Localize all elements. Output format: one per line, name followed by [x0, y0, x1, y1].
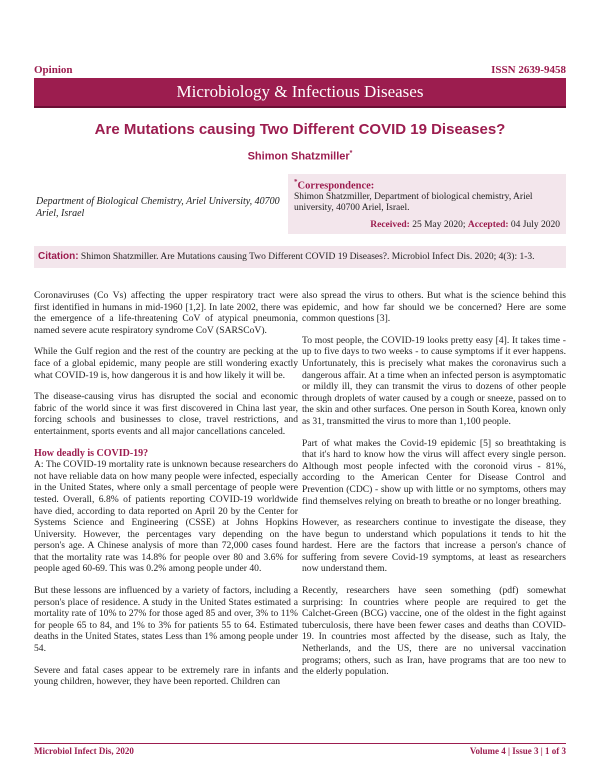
- paragraph: Recently, researchers have seen something (pdf) somewhat surprising: In countries where people are required to get the Calchet-Green (BCG) vaccine, one of the oldest in the fight against tuberculosis, there have been fewer cases and deaths than COVID-19. In countries most affected by the disease, such as Italy, the Netherlands, and the US, there are no universal vaccination programs; others, such as Iran, have programs that are too new to the elderly population.: [302, 585, 566, 678]
- body-column-left: [34, 290, 298, 698]
- paragraph: However, as researchers continue to investigate the disease, they have begun to understand which populations it tends to hit the hardest. Here are the factors that increase a person's chance of suffering from severe Covid-19 symptoms, at least as researchers now understand them.: [302, 517, 566, 575]
- footer-volume: Volume 4 | Issue 3 | 1 of 3: [469, 746, 566, 756]
- correspondence-label: *Correspondence:: [294, 178, 375, 192]
- received-date: 25 May 2020;: [412, 219, 466, 230]
- paragraph: A: The COVID-19 mortality rate is unknown because researchers do not have reliable data on how many people were infected, especially in the United States, where only a small percentage of people were tested. Overall, 6.8% of patients reporting COVID-19 worldwide have died, according to data reported on April 20 by the Center for Systems Science and Engineering (CSSE) at Johns Hopkins University. However, the percentages vary depending on the person's age. A Chinese analysis of more than 72,000 cases found that the mortality rate was 14.8% for people over 80 and 3.6% for people aged 60-69. This was 0.2% among people under 40.: [34, 459, 298, 575]
- paragraph: Part of what makes the Covid-19 epidemic [5] so breathtaking is that it's hard to know how the virus will affect every single person. Although most people infected with the coronoid virus - 81%, according to the American Center for Disease Control and Prevention (CDC) - show up with little or no symptoms, others may find themselves relying on breath to breathe or no longer breathing.: [302, 437, 566, 507]
- author-name: Shimon Shatzmiller: [247, 150, 350, 163]
- section-heading: How deadly is COVID-19?: [34, 447, 149, 459]
- paragraph: Severe and fatal cases appear to be extremely rare in infants and young children, however, they have been reported. Children can: [34, 664, 298, 688]
- paragraph: To most people, the COVID-19 looks pretty easy [4]. It takes time - up to five days to two weeks - to cause symptoms if it ever happens. Unfortunately, this is precisely what makes the coronavirus such a dangerous affair. At a time when an infected person is asymptomatic or mildly ill, they can transmit the virus to dozens of other people through droplets of water caused by a cough or sneeze, passed on to the skin and other surfaces. One person in South Korea, known only as 31, transmitted the virus to more than 1,100 people.: [302, 334, 566, 427]
- author-mark: *: [349, 150, 353, 157]
- accepted-label: Accepted:: [467, 219, 509, 230]
- top-header-row: [34, 64, 566, 78]
- paragraph: also spread the virus to others. But what is the science behind this epidemic, and how far should we be concerned? Here are some common questions [3].: [302, 290, 566, 325]
- footer: [34, 746, 566, 758]
- dates-line: [294, 220, 560, 230]
- affiliation: Department of Biological Chemistry, Ariel University, 40700 Ariel, Israel: [36, 196, 280, 219]
- journal-title-bar: Microbiology & Infectious Diseases: [34, 78, 566, 108]
- article-title: Are Mutations causing Two Different COVID 19 Diseases?: [94, 121, 506, 138]
- paragraph: The disease-causing virus has disrupted the social and economic fabric of the world since it was first discovered in China last year, forcing schools and businesses to close, travel restrictions, and entertainment, sports events and all major cancellations canceled.: [34, 391, 298, 437]
- paragraph: But these lessons are influenced by a variety of factors, including a person's place of residence. A study in the United States estimated a mortality rate of 10% to 27% for those aged 85 and over, 3% to 11% for people 65 to 84, and 1% to 3% for patients 55 to 64. Estimated deaths in the United States, states Less than 1% among people under 54.: [34, 585, 298, 655]
- citation-label: Citation:: [38, 251, 79, 262]
- correspondence-text: Shimon Shatzmiller, Department of biological chemistry, Ariel university, 40700 Ariel, Israel.: [294, 191, 533, 213]
- citation-text: Shimon Shatzmiller. Are Mutations causing Two Different COVID 19 Diseases?. Microbiol Infect Dis. 2020; 4(3): 1-3.: [80, 252, 535, 262]
- author-line: [34, 150, 566, 163]
- body-column-right: [302, 290, 566, 688]
- issn-label: ISSN 2639-9458: [491, 64, 566, 76]
- paragraph: While the Gulf region and the rest of the country are pecking at the face of a global epidemic, many people are still wondering exactly what COVID-19 is, how dangerous it is and how likely it will be.: [34, 346, 298, 381]
- footer-divider: [34, 743, 566, 744]
- accepted-date: 04 July 2020: [510, 219, 560, 230]
- correspondence-mark: *: [294, 178, 298, 186]
- section-label: Opinion: [34, 64, 73, 76]
- paragraph: Coronaviruses (Co Vs) affecting the upper respiratory tract were first identified in humans in mid-1960 [1,2]. In late 2002, there was the emergence of a life-threatening CoV of atypical pneumonia, named severe acute respiratory syndrome CoV (SARSCoV).: [34, 290, 298, 336]
- correspondence-box: [288, 174, 566, 234]
- received-label: Received:: [370, 219, 410, 230]
- footer-journal: Microbiol Infect Dis, 2020: [34, 746, 134, 756]
- citation-box: [34, 246, 566, 268]
